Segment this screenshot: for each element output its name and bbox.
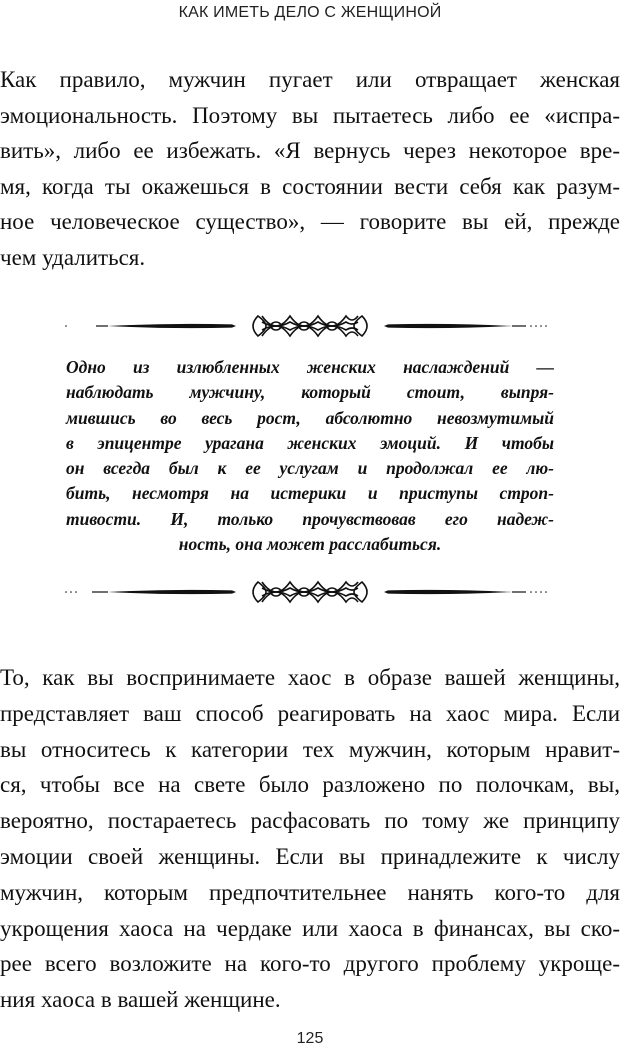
- paragraph-line: ное человеческое существо», — говорите вы ей, прежде: [0, 209, 620, 235]
- body-paragraph-2: [0, 660, 620, 1018]
- callout-line: наблюдать мужчину, который стоит, выпря-: [66, 382, 554, 403]
- paragraph-line: ся, чтобы все на свете было разложено по полочкам, вы,: [0, 772, 620, 798]
- paragraph-line: представляет ваш способ реагировать на хаос мира. Если: [0, 700, 620, 726]
- callout-line: тивости. И, только прочувствовав его надеж-: [66, 508, 554, 529]
- paragraph-line: Как правило, мужчин пугает или отвращает женская: [0, 67, 620, 92]
- paragraph-line: ния хаоса в вашей женщине.: [0, 987, 281, 1013]
- running-header: КАК ИМЕТЬ ДЕЛО С ЖЕНЩИНОЙ: [178, 4, 442, 21]
- paragraph-line: То, как вы воспринимаете хаос в образе вашей женщины,: [0, 665, 620, 690]
- paragraph-line: вероятно, постараетесь расфасовать по тому же принципу: [0, 808, 620, 834]
- paragraph-line: вить», либо ее избежать. «Я вернусь через некоторое вре-: [0, 138, 620, 164]
- paragraph-line: укрощения хаоса на чердаке или хаоса в финансах, вы ско-: [0, 915, 620, 941]
- callout-line: он всегда был к ее услугам и продолжал ее лю-: [66, 458, 554, 479]
- callout-line: в эпицентре урагана женских эмоций. И чтобы: [66, 432, 554, 453]
- callout-line: бить, несмотря на истерики и приступы строп-: [66, 483, 554, 504]
- paragraph-line: рее всего возложите на кого-то другого проблему укроще-: [0, 951, 620, 977]
- paragraph-line: мя, когда ты окажешься в состоянии вести себя как разум-: [0, 173, 620, 199]
- celtic-knot-ornament-icon: [0, 306, 620, 346]
- paragraph-line: эмоциональность. Поэтому вы пытаетесь либо ее «испра-: [0, 102, 620, 128]
- callout-quote: [66, 355, 554, 557]
- celtic-knot-ornament-icon: [0, 572, 620, 612]
- paragraph-line: вы относитесь к категории тех мужчин, которым нравит-: [0, 736, 620, 762]
- callout-line: мившись во весь рост, абсолютно невозмутимый: [66, 407, 554, 428]
- callout-line: Одно из излюбленных женских наслаждений —: [66, 357, 554, 377]
- paragraph-line: эмоции своей женщины. Если вы принадлежите к числу: [0, 843, 620, 869]
- paragraph-line: мужчин, которым предпочтительнее нанять кого-то для: [0, 879, 620, 905]
- page-number: 125: [296, 1030, 324, 1047]
- paragraph-line: чем удалиться.: [0, 244, 146, 270]
- body-paragraph-1: [0, 62, 620, 276]
- callout-line: ность, она может расслабиться.: [178, 534, 442, 555]
